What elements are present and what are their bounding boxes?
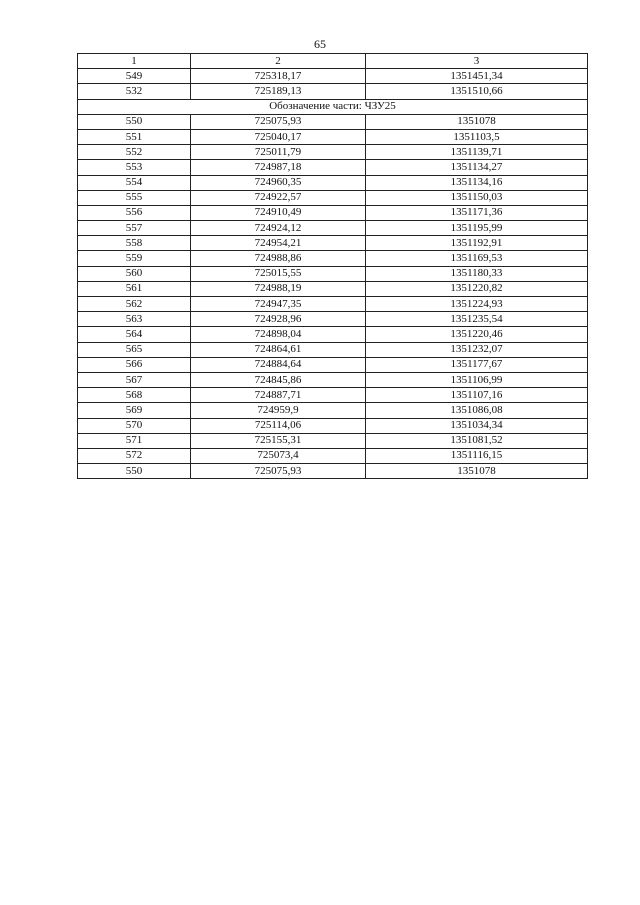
y-coordinate-cell: 1351177,67	[366, 357, 588, 372]
x-coordinate-cell: 724959,9	[191, 403, 366, 418]
table-row	[78, 114, 588, 129]
x-coordinate-cell: 725155,31	[191, 433, 366, 448]
point-number-cell: 558	[78, 236, 191, 251]
y-coordinate-cell: 1351220,46	[366, 327, 588, 342]
x-coordinate-cell: 725073,4	[191, 448, 366, 463]
x-coordinate-cell: 724954,21	[191, 236, 366, 251]
table-row	[78, 84, 588, 99]
table-row	[78, 388, 588, 403]
point-number-cell: 561	[78, 281, 191, 296]
y-coordinate-cell: 1351106,99	[366, 372, 588, 387]
table-row	[78, 372, 588, 387]
point-number-cell: 564	[78, 327, 191, 342]
x-coordinate-cell: 724987,18	[191, 160, 366, 175]
y-coordinate-cell: 1351451,34	[366, 69, 588, 84]
x-coordinate-cell: 725015,55	[191, 266, 366, 281]
y-coordinate-cell: 1351232,07	[366, 342, 588, 357]
column-header-1: 1	[78, 54, 191, 69]
point-number-cell: 560	[78, 266, 191, 281]
point-number-cell: 567	[78, 372, 191, 387]
x-coordinate-cell: 724988,86	[191, 251, 366, 266]
section-row	[78, 99, 588, 114]
y-coordinate-cell: 1351150,03	[366, 190, 588, 205]
y-coordinate-cell: 1351171,36	[366, 205, 588, 220]
y-coordinate-cell: 1351134,27	[366, 160, 588, 175]
section-label: Обозначение части: ЧЗУ25	[78, 99, 588, 114]
y-coordinate-cell: 1351134,16	[366, 175, 588, 190]
x-coordinate-cell: 724928,96	[191, 312, 366, 327]
point-number-cell: 565	[78, 342, 191, 357]
point-number-cell: 562	[78, 297, 191, 312]
point-number-cell: 532	[78, 84, 191, 99]
point-number-cell: 549	[78, 69, 191, 84]
x-coordinate-cell: 724922,57	[191, 190, 366, 205]
y-coordinate-cell: 1351139,71	[366, 145, 588, 160]
y-coordinate-cell: 1351224,93	[366, 297, 588, 312]
x-coordinate-cell: 724884,64	[191, 357, 366, 372]
table-row	[78, 403, 588, 418]
table-body	[78, 69, 588, 479]
table-row	[78, 448, 588, 463]
point-number-cell: 554	[78, 175, 191, 190]
y-coordinate-cell: 1351220,82	[366, 281, 588, 296]
point-number-cell: 571	[78, 433, 191, 448]
x-coordinate-cell: 724910,49	[191, 205, 366, 220]
x-coordinate-cell: 725189,13	[191, 84, 366, 99]
table-row	[78, 312, 588, 327]
table-row	[78, 175, 588, 190]
point-number-cell: 570	[78, 418, 191, 433]
point-number-cell: 552	[78, 145, 191, 160]
table-row	[78, 205, 588, 220]
point-number-cell: 553	[78, 160, 191, 175]
column-header-3: 3	[366, 54, 588, 69]
y-coordinate-cell: 1351116,15	[366, 448, 588, 463]
y-coordinate-cell: 1351034,34	[366, 418, 588, 433]
y-coordinate-cell: 1351180,33	[366, 266, 588, 281]
x-coordinate-cell: 725075,93	[191, 114, 366, 129]
y-coordinate-cell: 1351192,91	[366, 236, 588, 251]
table-row	[78, 464, 588, 479]
point-number-cell: 572	[78, 448, 191, 463]
y-coordinate-cell: 1351081,52	[366, 433, 588, 448]
table-row	[78, 297, 588, 312]
x-coordinate-cell: 725114,06	[191, 418, 366, 433]
point-number-cell: 551	[78, 129, 191, 144]
x-coordinate-cell: 725318,17	[191, 69, 366, 84]
y-coordinate-cell: 1351235,54	[366, 312, 588, 327]
x-coordinate-cell: 725040,17	[191, 129, 366, 144]
table-header-row	[78, 54, 588, 69]
point-number-cell: 568	[78, 388, 191, 403]
x-coordinate-cell: 724988,19	[191, 281, 366, 296]
x-coordinate-cell: 724898,04	[191, 327, 366, 342]
table-row	[78, 221, 588, 236]
point-number-cell: 559	[78, 251, 191, 266]
x-coordinate-cell: 724947,35	[191, 297, 366, 312]
column-header-2: 2	[191, 54, 366, 69]
x-coordinate-cell: 724887,71	[191, 388, 366, 403]
table-row	[78, 281, 588, 296]
point-number-cell: 550	[78, 464, 191, 479]
y-coordinate-cell: 1351078	[366, 464, 588, 479]
table-row	[78, 69, 588, 84]
y-coordinate-cell: 1351107,16	[366, 388, 588, 403]
point-number-cell: 556	[78, 205, 191, 220]
page-number: 65	[314, 37, 326, 51]
x-coordinate-cell: 724924,12	[191, 221, 366, 236]
table-row	[78, 251, 588, 266]
point-number-cell: 555	[78, 190, 191, 205]
y-coordinate-cell: 1351086,08	[366, 403, 588, 418]
table-row	[78, 145, 588, 160]
table-row	[78, 342, 588, 357]
table-row	[78, 357, 588, 372]
point-number-cell: 557	[78, 221, 191, 236]
table-row	[78, 190, 588, 205]
x-coordinate-cell: 724845,86	[191, 372, 366, 387]
y-coordinate-cell: 1351078	[366, 114, 588, 129]
y-coordinate-cell: 1351510,66	[366, 84, 588, 99]
point-number-cell: 563	[78, 312, 191, 327]
table-row	[78, 327, 588, 342]
y-coordinate-cell: 1351103,5	[366, 129, 588, 144]
table-row	[78, 129, 588, 144]
table-row	[78, 433, 588, 448]
table-row	[78, 236, 588, 251]
y-coordinate-cell: 1351195,99	[366, 221, 588, 236]
x-coordinate-cell: 724960,35	[191, 175, 366, 190]
point-number-cell: 566	[78, 357, 191, 372]
x-coordinate-cell: 725011,79	[191, 145, 366, 160]
table-row	[78, 266, 588, 281]
point-number-cell: 550	[78, 114, 191, 129]
table-row	[78, 418, 588, 433]
x-coordinate-cell: 724864,61	[191, 342, 366, 357]
x-coordinate-cell: 725075,93	[191, 464, 366, 479]
point-number-cell: 569	[78, 403, 191, 418]
y-coordinate-cell: 1351169,53	[366, 251, 588, 266]
coordinates-table	[77, 53, 588, 479]
table-row	[78, 160, 588, 175]
